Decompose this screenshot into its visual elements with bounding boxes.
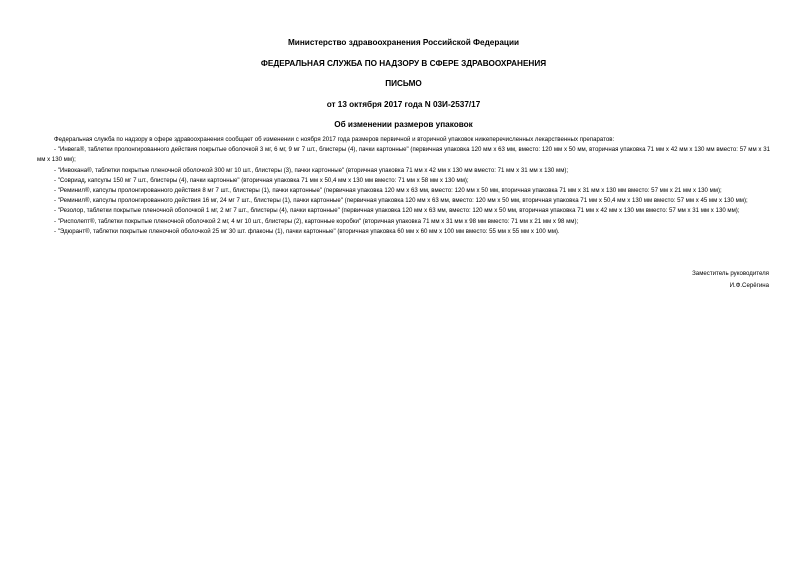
letter-body <box>37 135 770 237</box>
list-item: - "Инвега®, таблетки пролонгированного действия покрытые оболочкой 3 мг, 6 мг, 9 мг 7 шт., блистеры (4), пачки картонные" (первичная упаковка 120 мм x 63 мм, вместо: 120 мм x 50 мм, вторичная упаковка 71 мм x 42 мм x 130 мм вместо: 57 мм x 31 мм x 130 мм); <box>37 146 770 164</box>
ministry-heading: Министерство здравоохранения Российской Федерации <box>287 38 520 47</box>
signatory-position: Заместитель руководителя <box>692 270 769 277</box>
list-item: - "Эдюрант®, таблетки покрытые пленочной оболочкой 25 мг 30 шт. флаконы (1), пачки картонные" (вторичная упаковка 60 мм x 60 мм x 100 мм вместо: 55 мм x 55 мм x 100 мм). <box>54 227 560 235</box>
service-heading: ФЕДЕРАЛЬНАЯ СЛУЖБА ПО НАДЗОРУ В СФЕРЕ ЗДРАВООХРАНЕНИЯ <box>260 59 547 68</box>
list-item: - "Рисполепт®, таблетки покрытые пленочной оболочкой 2 мг, 4 мг 10 шт., блистеры (2), картонные коробки" (вторичная упаковка 71 мм x 31 мм x 98 мм вместо: 71 мм x 21 мм x 98 мм); <box>54 217 579 225</box>
list-item: - "Реминил®, капсулы пролонгированного действия 8 мг 7 шт., блистеры (1), пачки картонные" (первичная упаковка 120 мм x 63 мм, вместо: 120 мм x 50 мм, вторичная упаковка 71 мм x 31 мм x 130 мм вместо: 57 мм x 21 мм x 130 мм); <box>54 187 722 195</box>
document-date-number: от 13 октября 2017 года N 03И-2537/17 <box>326 100 481 109</box>
signature-block <box>692 268 769 291</box>
intro-paragraph: Федеральная служба по надзору в сфере здравоохранения сообщает об изменении с ноября 2017 года размеров первичной и вторичной упаковок нижеперечисленных лекарственных препаратов: <box>54 136 615 143</box>
list-item: - "Реминил®, капсулы пролонгированного действия 16 мг, 24 мг 7 шт., блистеры (1), пачки картонные" (первичная упаковка 120 мм x 63 мм, вместо: 120 мм x 50 мм, вторичная упаковка 71 мм x 50,4 мм x 130 мм вместо: 57 мм x 45 мм x 130 мм); <box>54 197 748 205</box>
signatory-name: И.Ф.Серёгина <box>729 281 769 289</box>
document-type: ПИСЬМО <box>385 79 422 88</box>
list-item: - "Совриад, капсулы 150 мг 7 шт., блистеры (4), пачки картонные" (вторичная упаковка 71 мм x 50,4 мм x 130 мм вместо: 71 мм x 58 мм x 130 мм); <box>54 176 469 184</box>
document-subject: Об изменении размеров упаковок <box>334 120 473 129</box>
list-item: - "Инвокана®, таблетки покрытые пленочной оболочкой 300 мг 10 шт., блистеры (3), пачки картонные" (вторичная упаковка 71 мм x 42 мм x 130 мм вместо: 71 мм x 31 мм x 130 мм); <box>54 166 569 174</box>
list-item: - "Резолор, таблетки покрытые пленочной оболочкой 1 мг, 2 мг 7 шт., блистеры (4), пачки картонные" (первичная упаковка 120 мм x 63 мм, вместо: 120 мм x 50 мм, вторичная упаковка 71 мм x 42 мм x 130 мм вместо: 57 мм x 31 мм x 130 мм); <box>54 207 740 215</box>
